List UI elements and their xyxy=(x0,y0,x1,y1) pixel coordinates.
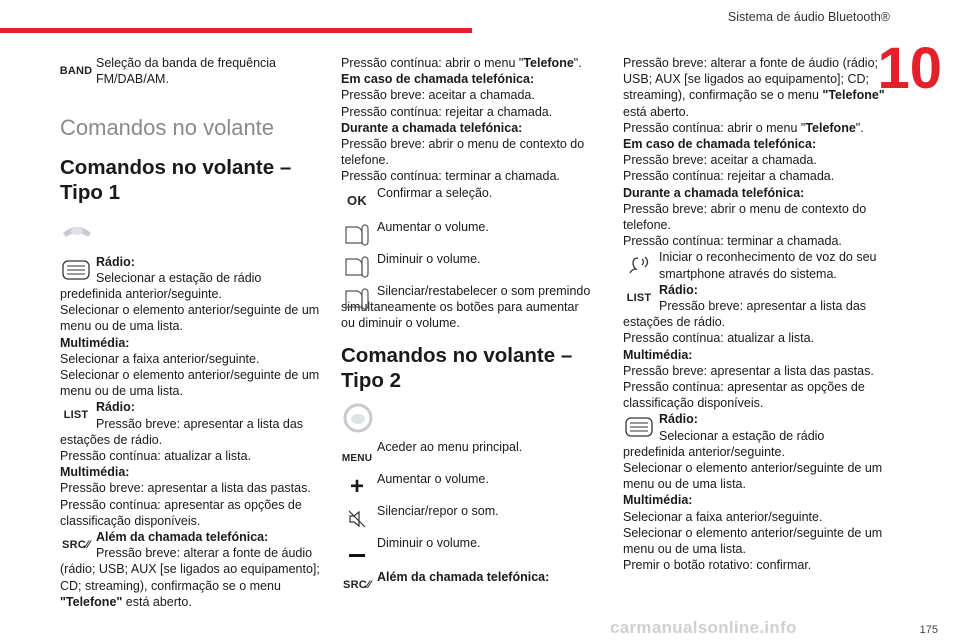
menu-row: MENU Aceder ao menu principal. xyxy=(341,439,593,471)
mute-row: Silenciar/restabelecer o som premindo simultaneamente os botões para aumentar ou diminuir o volume. xyxy=(341,283,591,331)
thumbwheel-icon xyxy=(60,256,92,284)
minus-row: Diminuir o volume. xyxy=(341,535,593,569)
plus-icon: + xyxy=(349,473,364,501)
steering-controls-icon xyxy=(60,219,94,241)
type1-heading: Comandos no volante – Tipo 1 xyxy=(60,156,292,205)
band-icon: BAND xyxy=(59,64,93,77)
mute2-row: Silenciar/repor o som. xyxy=(341,503,593,535)
page-number: 175 xyxy=(919,624,938,636)
menu-icon: MENU xyxy=(341,453,373,465)
column-2: Pressão contínua: abrir o menu "Telefone". Em caso de chamada telefónica: Pressão breve: aceitar a chamada. Pressão contínua: rejeitar a chamada. Durante a chamada telefónica: Pressão breve: abrir o menu de contexto do telefone. Pressão contínua: terminar a chamada. OK Confirmar a seleção. Aumentar o volume. Diminuir o volume. Silenciar/restabelecer o som premindo simultaneamente os botões para aumentar ou diminuir o volume. Comandos no volante – Tipo 2 MENU Aceder ao menu principal. + Aumentar o volume. Silenciar/repor o som. Diminuir o volume. SRC ⁄⁄ Além da chamada telefónica: xyxy=(341,55,593,586)
plus-row: + Aumentar o volume. xyxy=(341,471,593,503)
volume-thumbwheel-icon xyxy=(341,285,373,313)
steering-wheel-icon xyxy=(341,403,375,433)
volume-thumbwheel-icon xyxy=(341,253,373,281)
mute-speaker-icon xyxy=(341,505,373,533)
header-accent-bar xyxy=(0,28,472,33)
minus-icon xyxy=(341,541,373,569)
list3-row: LIST Rádio: Pressão breve: apresentar a lista das estações de rádio. xyxy=(623,282,867,330)
src-icon: SRC ⁄⁄ xyxy=(343,579,371,592)
voice-row: Iniciar o reconhecimento de voz do seu smartphone através do sistema. xyxy=(623,249,885,281)
section-title: Sistema de áudio Bluetooth® xyxy=(727,10,890,24)
column-3: Pressão breve: alterar a fonte de áudio (rádio; USB; AUX [se ligados ao equipamento]; CD; streaming), confirmação se o menu "Telefone" está aberto. Pressão contínua: abrir o menu "Telefone". Em caso de chamada telefónica: Pressão breve: aceitar a chamada. Pressão contínua: rejeitar a chamada. Durante a chamada telefónica: Pressão breve: abrir o menu de contexto do telefone. Pressão contínua: terminar a chamada. Iniciar o reconhecimento de voz do seu smartphone através do sistema. LIST Rádio: Pressão breve: apresentar a lista das estações de rádio. Pressão contínua: atualizar a lista. Multimédia: Pressão breve: apresentar a lista das pastas. Pressão contínua: apresentar as opções de classificação disponíveis. Rádio: Selecionar a estação de rádio predefinida anterior/seguinte. Selecionar o elemento anterior/seguinte de um menu ou de uma lista. Multimédia: Selecionar a faixa anterior/seguinte. Selecionar o elemento anterior/seguinte de um menu ou de uma lista. Premir o botão rotativo: confirmar. xyxy=(623,56,885,573)
chapter-number: 10 xyxy=(877,36,942,101)
vol-down-row: Diminuir o volume. xyxy=(341,251,593,283)
list-icon: LIST xyxy=(63,409,89,422)
band-row: BAND Seleção da banda de frequência FM/DAB/AM. xyxy=(59,56,277,87)
src-icon: SRC ⁄⁄ xyxy=(62,538,90,551)
thumbwheel-icon xyxy=(623,413,655,441)
radio-presets-row: Rádio: Selecionar a estação de rádio predefinida anterior/seguinte. xyxy=(60,254,262,302)
watermark: carmanualsonline.info xyxy=(610,618,797,637)
list-row: LIST Rádio: Pressão breve: apresentar a lista das estações de rádio. xyxy=(60,400,304,447)
list-icon: LIST xyxy=(626,291,652,304)
vol-up-row: Aumentar o volume. xyxy=(341,219,593,251)
voice-recognition-icon xyxy=(623,251,655,279)
radio3-row: Rádio: Selecionar a estação de rádio predefinida anterior/seguinte. xyxy=(623,412,825,459)
src2-row: SRC ⁄⁄ Além da chamada telefónica: xyxy=(341,569,593,585)
column-1: BAND Seleção da banda de frequência FM/DAB/AM. Comandos no volante Comandos no volante – Tipo 1 Rádio: Selecionar a estação de rádio predefinida anterior/seguinte. Selecionar o elemento anterior/seguinte de um menu ou de uma lista. Multimédia: Selecionar a faixa anterior/seguinte. Selecionar o elemento anterior/seguinte de um menu ou de uma lista. LIST Rádio: Pressão breve: apresentar a lista das estações de rádio. Pressão contínua: atualizar a lista. Multimédia: Pressão breve: apresentar a lista das pastas. Pressão contínua: apresentar as opções de classificação disponíveis. SRC ⁄⁄ Além da chamada telefónica: Pressão breve: alterar a fonte de áudio (rádio; USB; AUX [se ligados ao equipamento]; CD; streaming), confirmação se o menu "Telefone" está aberto. xyxy=(60,55,322,610)
section-heading: Comandos no volante xyxy=(60,115,275,141)
ok-row: OK Confirmar a seleção. xyxy=(341,185,593,219)
volume-thumbwheel-icon xyxy=(341,221,373,249)
type2-heading: Comandos no volante – Tipo 2 xyxy=(341,344,573,393)
ok-icon: OK xyxy=(347,192,367,208)
src-row: SRC ⁄⁄ Além da chamada telefónica: Pressão breve: alterar a fonte de áudio (rádio; USB; AUX [se ligados ao equipamento]; CD; streaming), confirmação se o menu "Telefone" está aberto. xyxy=(60,530,320,609)
